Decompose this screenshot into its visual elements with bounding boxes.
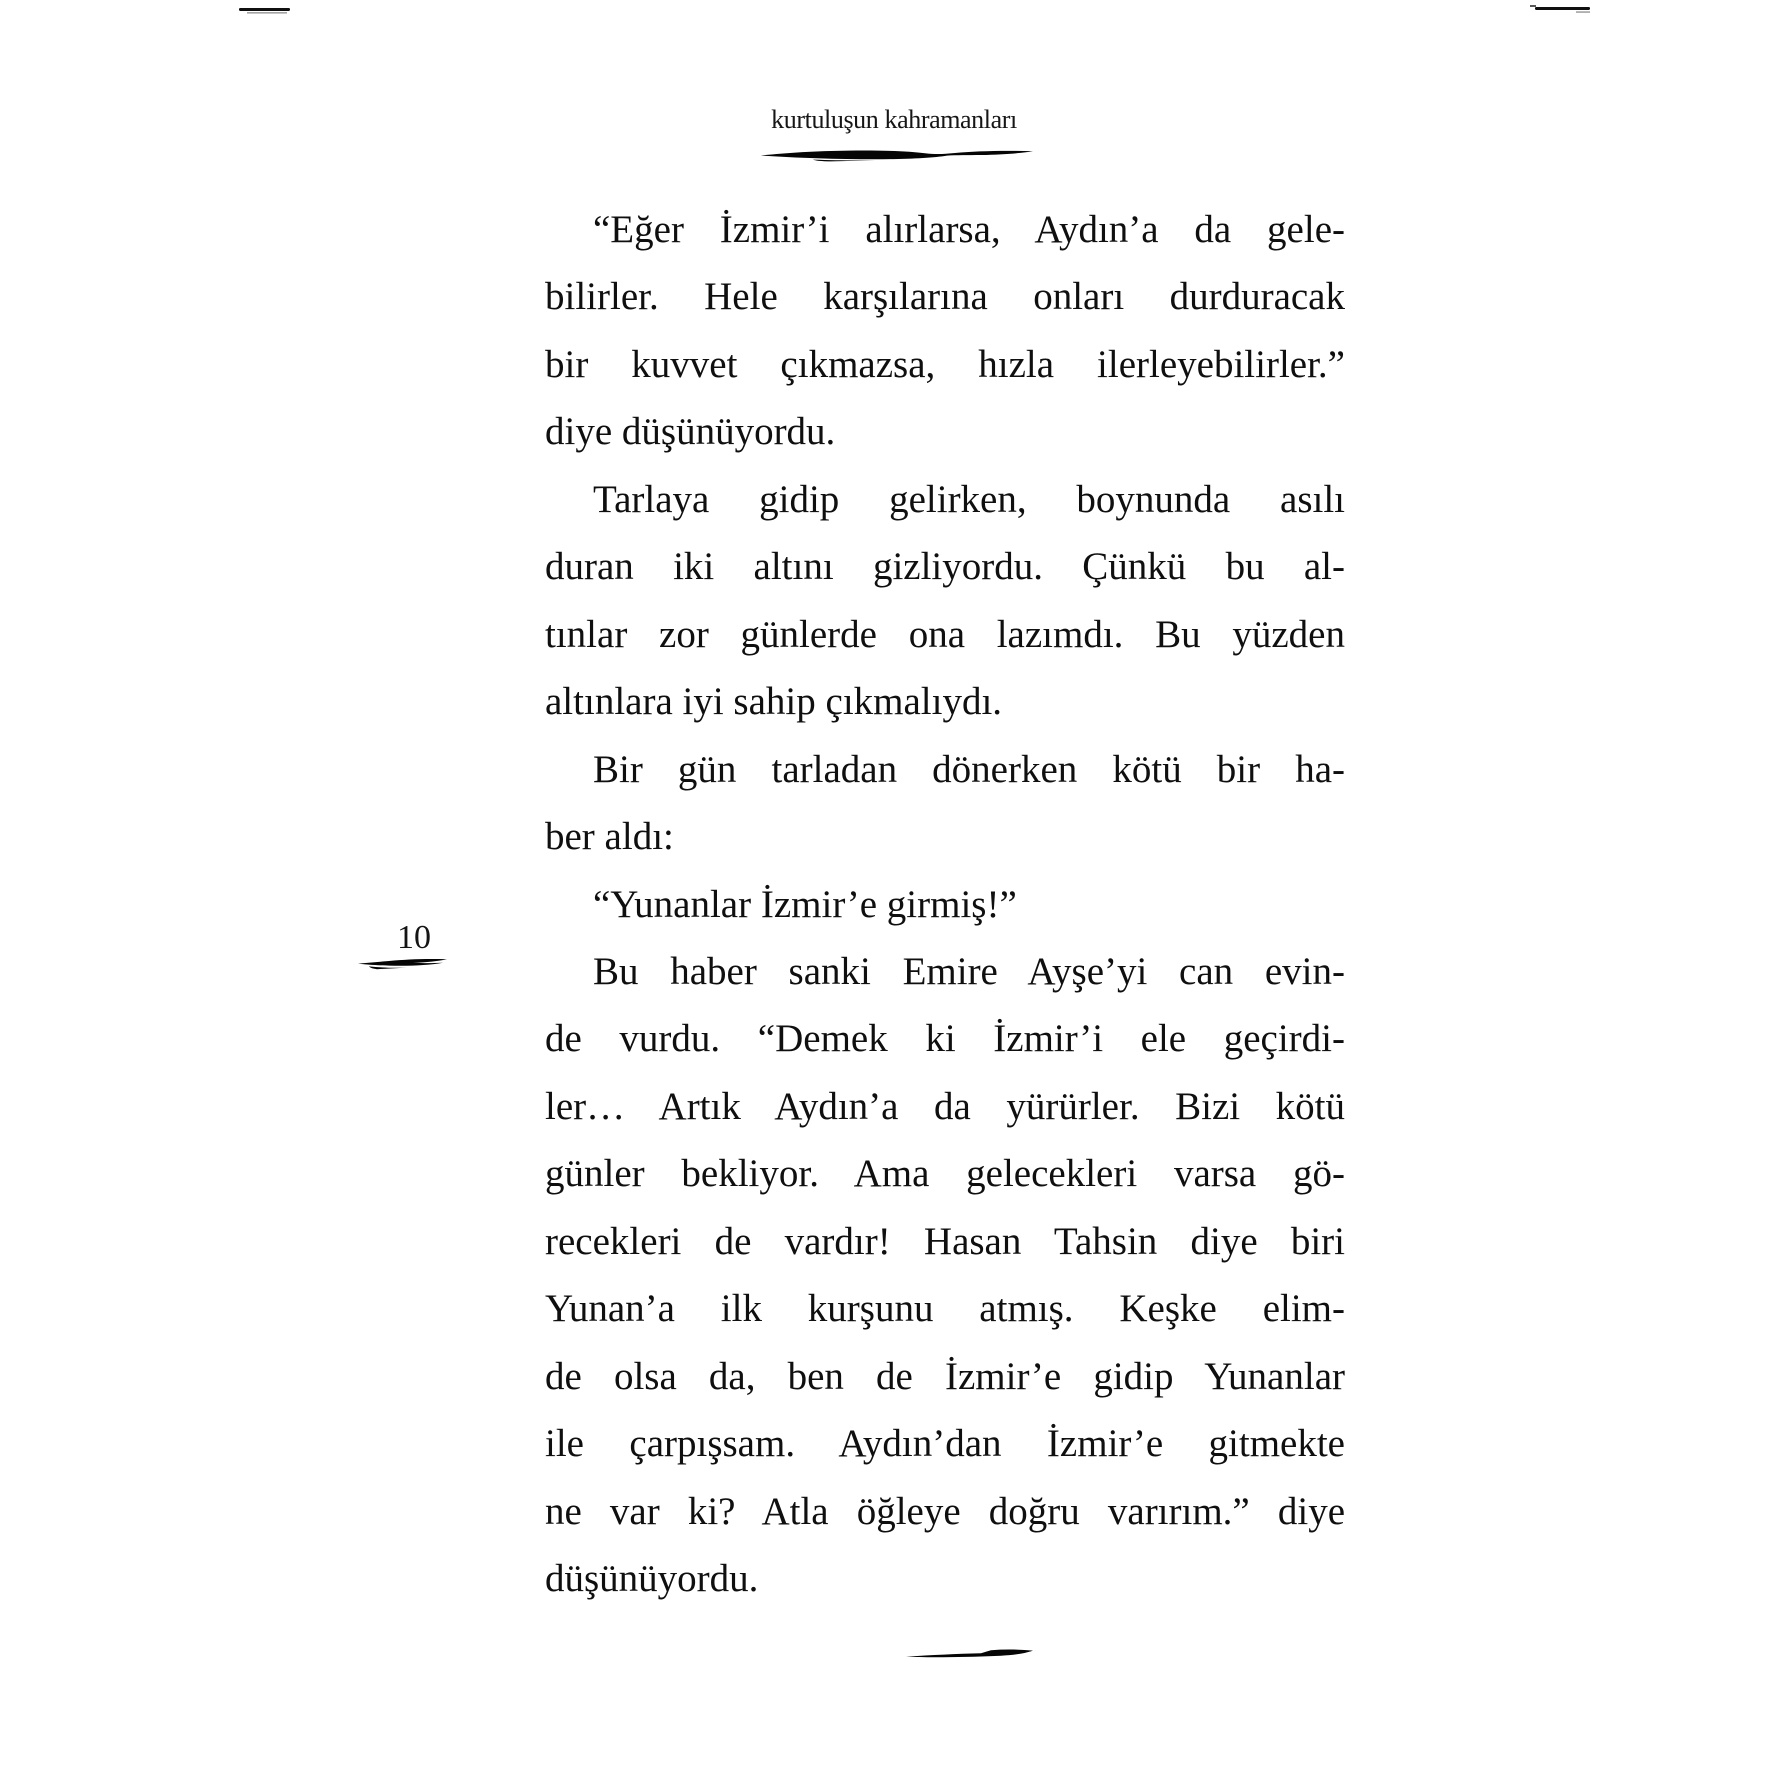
- text-line: duran iki altını gizliyordu. Çünkü bu al-: [545, 545, 1345, 589]
- page-number-brush-stroke-ornament: [355, 953, 451, 972]
- text-line: tınlar zor günlerde ona lazımdı. Bu yüzden: [545, 612, 1345, 656]
- text-line: Bu haber sanki Emire Ayşe’yi can evin-: [593, 949, 1345, 993]
- text-line: bilirler. Hele karşılarına onları durduracak: [545, 275, 1345, 319]
- text-line: diye düşünüyordu.: [545, 410, 836, 454]
- text-line: ne var ki? Atla öğleye doğru varırım.” diye: [545, 1489, 1345, 1533]
- text-line: bir kuvvet çıkmazsa, hızla ilerleyebilirler.”: [545, 342, 1345, 386]
- top-left-rule-mark: [238, 5, 292, 17]
- text-line: de vurdu. “Demek ki İzmir’i ele geçirdi-: [545, 1017, 1345, 1061]
- text-line: altınlara iyi sahip çıkmalıydı.: [545, 680, 1003, 724]
- header-brush-stroke-ornament: [757, 146, 1037, 162]
- text-line: Yunan’a ilk kurşunu atmış. Keşke elim-: [545, 1287, 1345, 1331]
- text-line: Tarlaya gidip gelirken, boynunda asılı: [593, 477, 1345, 521]
- text-column: [545, 196, 1345, 1613]
- text-line: düşünüyordu.: [545, 1557, 759, 1601]
- text-line: “Yunanlar İzmir’e girmiş!”: [593, 882, 1017, 926]
- text-line: günler bekliyor. Ama gelecekleri varsa gö-: [545, 1152, 1345, 1196]
- text-line: de olsa da, ben de İzmir’e gidip Yunanlar: [545, 1354, 1345, 1398]
- text-line: ile çarpışsam. Aydın’dan İzmir’e gitmekte: [545, 1422, 1345, 1466]
- text-line: ber aldı:: [545, 815, 674, 859]
- top-right-rule-mark: [1530, 3, 1594, 16]
- text-line: “Eğer İzmir’i alırlarsa, Aydın’a da gele-: [593, 208, 1345, 251]
- running-title: kurtuluşun kahramanları: [771, 105, 1017, 134]
- page-number: 10: [397, 919, 431, 956]
- text-line: recekleri de vardır! Hasan Tahsin diye biri: [545, 1219, 1345, 1263]
- text-line: Bir gün tarladan dönerken kötü bir ha-: [593, 747, 1345, 791]
- footer-brush-stroke-ornament: [903, 1646, 1037, 1662]
- text-line: ler… Artık Aydın’a da yürürler. Bizi kötü: [545, 1084, 1345, 1128]
